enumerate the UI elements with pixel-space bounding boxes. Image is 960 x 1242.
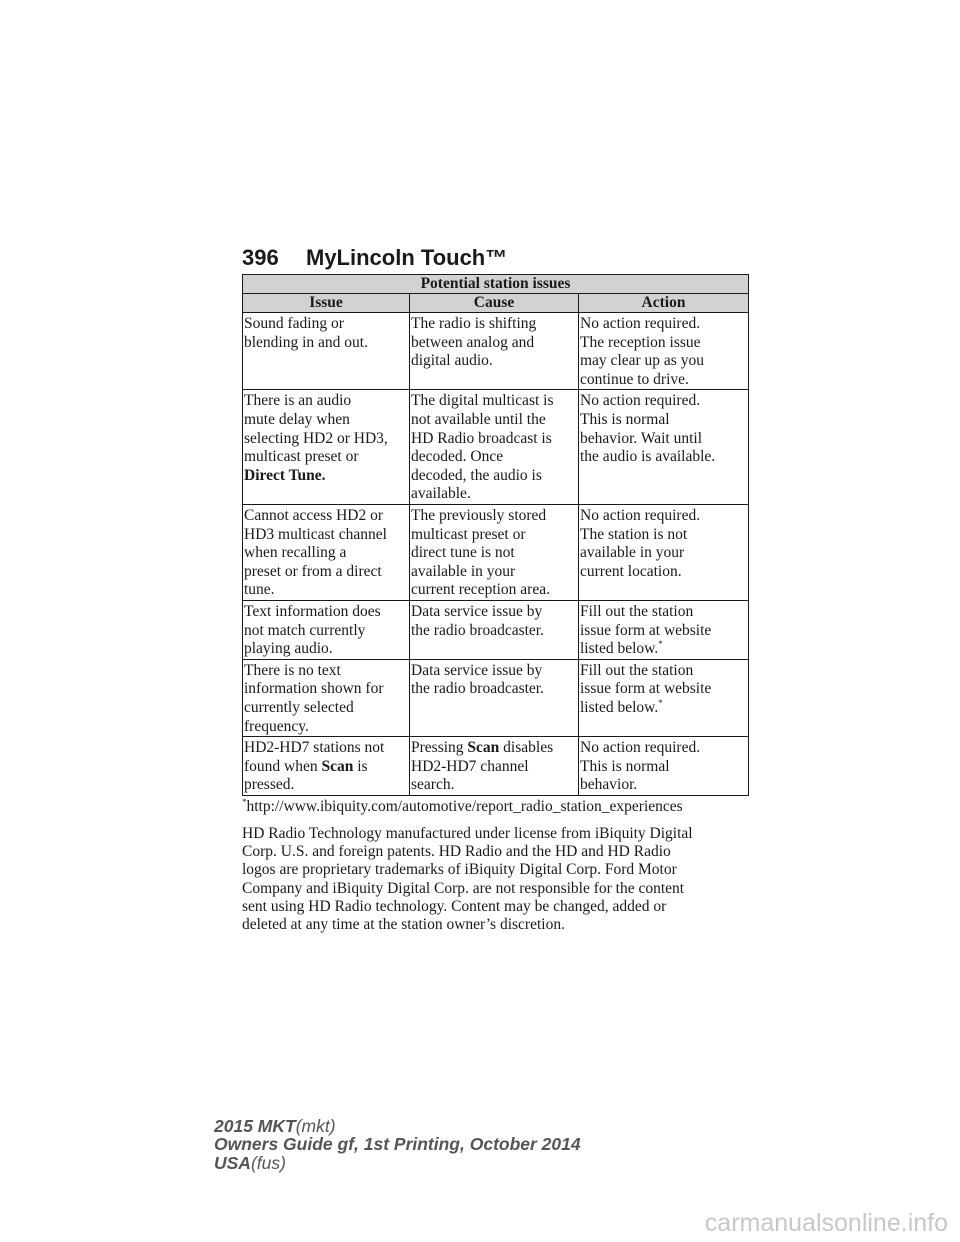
table-row [243, 600, 749, 659]
issue-text: HD2-HD7 stations not found when [244, 739, 385, 775]
chapter-title: MyLincoln Touch™ [306, 245, 508, 270]
footer-region: USA [214, 1152, 251, 1173]
watermark: carmanualsonline.info [704, 1209, 948, 1237]
page-header [242, 244, 748, 278]
cause-cell [410, 737, 579, 796]
issue-cell [243, 390, 410, 505]
hd-radio-disclaimer: HD Radio Technology manufactured under license from iBiquity Digital Corp. U.S. and foreign patents. HD Radio and the HD and HD Radio logos are proprietary trademarks of iBiquity Digital Corp. Ford Motor Company and iBiquity Digital Corp. are not responsible for the content sent using HD Radio technology. Content may be changed, added or deleted at any time at the station owner’s discretion. [242, 825, 693, 934]
action-cell [579, 659, 749, 736]
issue-cell: Sound fading or blending in and out. [243, 313, 410, 390]
footnote [242, 798, 772, 817]
cause-text: Pressing [411, 739, 468, 757]
issue-cell [243, 737, 410, 796]
footer-model: 2015 MKT [214, 1116, 296, 1136]
column-header-issue: Issue [243, 294, 410, 313]
column-header-action: Action [579, 294, 749, 313]
footer-region-code: (fus) [250, 1152, 286, 1173]
table-title-row [243, 275, 749, 294]
footer-guide: Owners Guide gf, 1st Printing, October 2014 [214, 1134, 581, 1155]
action-cell: No action required. The reception issue may clear up as you continue to drive. [579, 313, 749, 390]
cause-cell: Data service issue by the radio broadcaster. [410, 600, 579, 659]
footer-model-code: (mkt) [295, 1116, 336, 1136]
cause-cell: Data service issue by the radio broadcaster. [410, 659, 579, 736]
table-row [243, 504, 749, 600]
table-row [243, 659, 749, 736]
cause-cell: The radio is shifting between analog and digital audio. [410, 313, 579, 390]
table-row [243, 313, 749, 390]
scan-term: Scan [467, 739, 500, 757]
footnote-marker: * [242, 797, 247, 807]
page-number: 396 [242, 245, 279, 270]
column-header-cause: Cause [410, 294, 579, 313]
action-cell: No action required. The station is not available in your current location. [579, 504, 749, 600]
direct-tune-term: Direct Tune. [244, 466, 326, 484]
action-text: Fill out the station issue form at website listed below. [580, 661, 712, 716]
issue-text: There is an audio mute delay when selecting HD2 or HD3, multicast preset or [244, 392, 388, 466]
cause-cell: The previously stored multicast preset or direct tune is not available in your current reception area. [410, 504, 579, 600]
action-cell: No action required. This is normal behavior. Wait until the audio is available. [579, 390, 749, 505]
cause-cell: The digital multicast is not available until the HD Radio broadcast is decoded. Once decoded, the audio is available. [410, 390, 579, 505]
footnote-marker: * [658, 639, 663, 650]
footer-line-region [214, 1154, 581, 1172]
scan-term: Scan [321, 757, 354, 775]
issue-cell: Text information does not match currently playing audio. [243, 600, 410, 659]
action-cell: No action required. This is normal behavior. [579, 737, 749, 796]
action-text: Fill out the station issue form at website listed below. [580, 602, 712, 658]
table-title: Potential station issues [243, 275, 749, 294]
page-footer [214, 1117, 581, 1172]
footnote-marker: * [658, 697, 663, 708]
station-issues-table [242, 274, 749, 796]
footer-line-model [214, 1117, 581, 1135]
table-header-row [243, 294, 749, 313]
issue-text-end: is pressed. [244, 757, 368, 794]
action-cell [579, 600, 749, 659]
issue-cell: Cannot access HD2 or HD3 multicast channel when recalling a preset or from a direct tune. [243, 504, 410, 600]
issue-cell: There is no text information shown for currently selected frequency. [243, 659, 410, 736]
footnote-url: http://www.ibiquity.com/automotive/report_radio_station_experiences [246, 798, 683, 815]
cause-text-end: disables HD2-HD7 channel search. [411, 739, 554, 794]
table-row [243, 737, 749, 796]
table-row [243, 390, 749, 505]
